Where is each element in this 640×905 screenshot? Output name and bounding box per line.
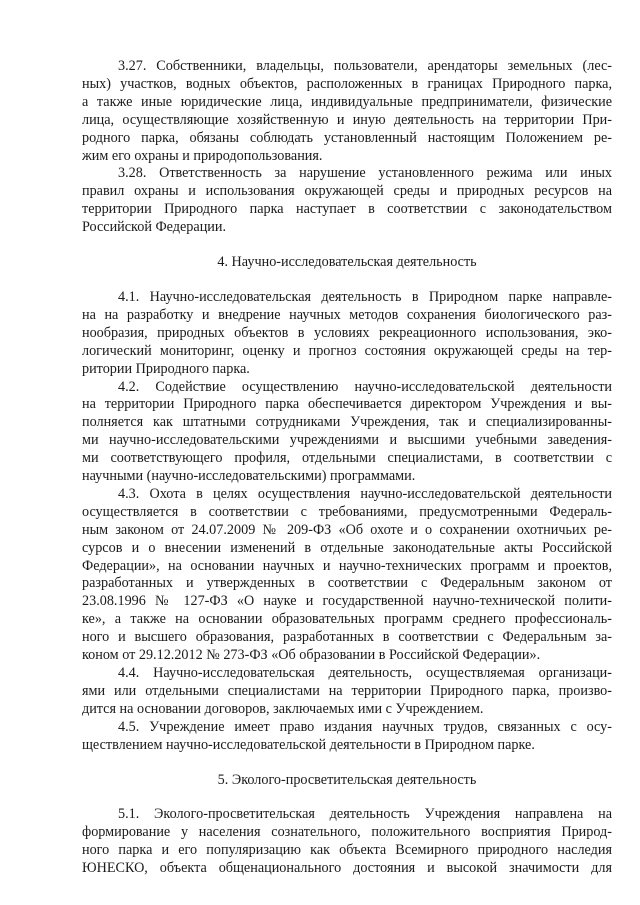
paragraph-4-5 <box>82 719 612 755</box>
document-text <box>82 58 612 878</box>
text-line: территории Природного парка наступает в соответствии с законодательством <box>82 201 612 218</box>
text-line: ЮНЕСКО, объекта общенационального достояния и высокой значимости для <box>82 860 612 877</box>
text-line: 5.1. Эколого-просветительская деятельность Учреждения направлена на <box>118 806 612 823</box>
text-line: ного и высшего образования, разработанных в соответствии с Федеральным за- <box>82 629 612 646</box>
text-line: ке», а также на основании образовательных программ среднего профессиональ- <box>82 611 612 628</box>
text-line: 4.4. Научно-исследовательская деятельность, осуществляемая организаци- <box>118 665 612 681</box>
text-line: формирование у населения сознательного, положительного восприятия Природ- <box>82 824 612 841</box>
text-line: сурсов и о внесении изменений в отдельные законодательные акты Российской <box>82 539 612 556</box>
paragraph-4-2 <box>82 379 612 486</box>
text-line: 4.2. Содействие осуществлению научно-исследовательской деятельности <box>118 378 612 395</box>
text-line: Российской Федерации. <box>82 219 227 236</box>
text-line: ями или отдельными специалистами на территории Природного парка, произво- <box>82 682 612 699</box>
text-line: 3.28. Ответственность за нарушение установленного режима или иных <box>118 165 612 182</box>
text-line: ного парка и его популяризацию как объекта Всемирного природного наследия <box>82 842 612 859</box>
paragraph-5-1 <box>82 806 612 878</box>
text-line: осуществляется в соответствии с требованиями, предусмотренными Федераль- <box>82 503 612 520</box>
text-line: ритории Природного парка. <box>82 360 250 377</box>
text-line: Федерации», на основании научных и научно-технических программ и проектов, <box>82 557 612 574</box>
text-line: лица, осуществляющие хозяйственную и иную деятельность на территории При- <box>82 111 612 128</box>
paragraph-3-27 <box>82 58 612 165</box>
paragraph-3-28 <box>82 165 612 237</box>
paragraph-4-4 <box>82 665 612 719</box>
text-line: ществлением научно-исследовательской деятельности в Природном парке. <box>82 736 535 753</box>
text-line: ми научно-исследовательскими учреждениями и высшими учебными заведения- <box>82 432 612 449</box>
text-line: дится на основании договоров, заключаемых ими с Учреждением. <box>82 700 484 717</box>
text-line: логический мониторинг, оценку и прогноз состояния окружающей среды на тер- <box>82 342 612 359</box>
text-line: правил охраны и использования окружающей среды и природных ресурсов на <box>82 183 612 200</box>
text-line: ми соответствующего профиля, отдельными специалистами, в соответствии с <box>82 450 612 467</box>
text-line: ных) участков, водных объектов, расположенных в границах Природного парка, <box>82 75 612 92</box>
text-line: коном от 29.12.2012 № 273-ФЗ «Об образовании в Российской Федерации». <box>82 647 541 664</box>
text-line: 4.5. Учреждение имеет право издания научных трудов, связанных с осу- <box>118 718 612 735</box>
paragraph-4-3 <box>82 486 612 665</box>
paragraph-4-1 <box>82 289 612 379</box>
text-line: 3.27. Собственники, владельцы, пользователи, арендаторы земельных (лес- <box>118 58 612 74</box>
text-line: научными (научно-исследовательскими) программами. <box>82 468 416 485</box>
text-line: полняется как штатными сотрудниками Учреждения, так и специализированны- <box>82 414 612 431</box>
text-line: ным законом от 24.07.2009 № 209-ФЗ «Об охоте и о сохранении охотничьих ре- <box>82 521 612 538</box>
text-line: жим его охраны и природопользования. <box>82 147 323 164</box>
text-line: разработанных и утвержденных в соответствии с Федеральным законом от <box>82 575 612 592</box>
text-line: на территории Природного парка обеспечивается директором Учреждения и вы- <box>82 396 612 413</box>
text-line: нообразия, природных объектов в условиях рекреационного использования, эко- <box>82 324 612 341</box>
text-line: родного парка, обязаны соблюдать установленный настоящим Положением ре- <box>82 129 612 146</box>
text-line: 23.08.1996 № 127-ФЗ «О науке и государственной научно-технической полити- <box>82 593 612 610</box>
section-5-heading: 5. Эколого-просветительская деятельность <box>217 771 477 788</box>
section-4-heading: 4. Научно-исследовательская деятельность <box>217 254 477 271</box>
text-line: 4.1. Научно-исследовательская деятельность в Природном парке направле- <box>118 288 612 305</box>
text-line: 4.3. Охота в целях осуществления научно-исследовательской деятельности <box>118 485 612 502</box>
text-line: а также иные юридические лица, индивидуальные предприниматели, физические <box>82 93 612 110</box>
text-line: на на разработку и внедрение научных методов сохранения биологического раз- <box>82 306 612 323</box>
